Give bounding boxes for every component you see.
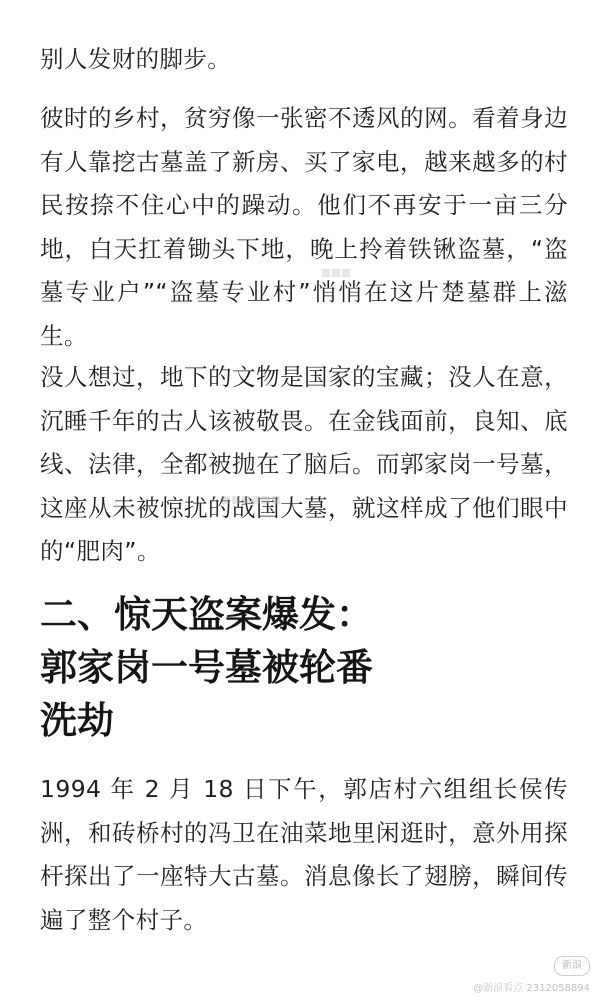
paragraph-3: 没人想过，地下的文物是国家的宝藏；没人在意，沉睡千年的古人该被敬畏。在金钱面前，良知、底线、法律，全都被抛在了脑后。而郭家岗一号墓，这座从未被惊扰的战国大墓，就这样成了他们眼中的“肥肉”。	[40, 363, 568, 565]
paragraph-4: 1994 年 2 月 18 日下午，郭店村六组组长侯传洲，和砖桥村的冯卫在油菜地里闲逛时，意外用探杆探出了一座特大古墓。消息像长了翅膀，瞬间传遍了整个村子。	[40, 775, 568, 934]
watermark-overlay-1	[322, 266, 362, 280]
heading-line-1: 二、惊天盗案爆发：	[40, 593, 373, 636]
watermark-footer: @新浪看点 2312058894	[473, 983, 590, 994]
paragraph-2: 彼时的乡村，贫穷像一张密不透风的网。看着身边有人靠挖古墓盖了新房、买了家电，越来越多的村民按捺不住心中的躁动。他们不再安于一亩三分地，白天扛着锄头下地，晚上拎着铁锹盗墓，“盗墓专业户”“盗墓专业村”悄悄在这片楚墓群上滋生。	[40, 104, 568, 350]
heading-line-2: 郭家岗一号墓被轮番	[40, 646, 373, 689]
heading-line-3: 洗劫	[40, 699, 114, 742]
watermark-overlay-2	[222, 493, 342, 509]
paragraph-1: 别人发财的脚步。	[40, 45, 232, 73]
watermark-badge: 新浪	[554, 956, 590, 976]
section-heading	[40, 588, 568, 747]
